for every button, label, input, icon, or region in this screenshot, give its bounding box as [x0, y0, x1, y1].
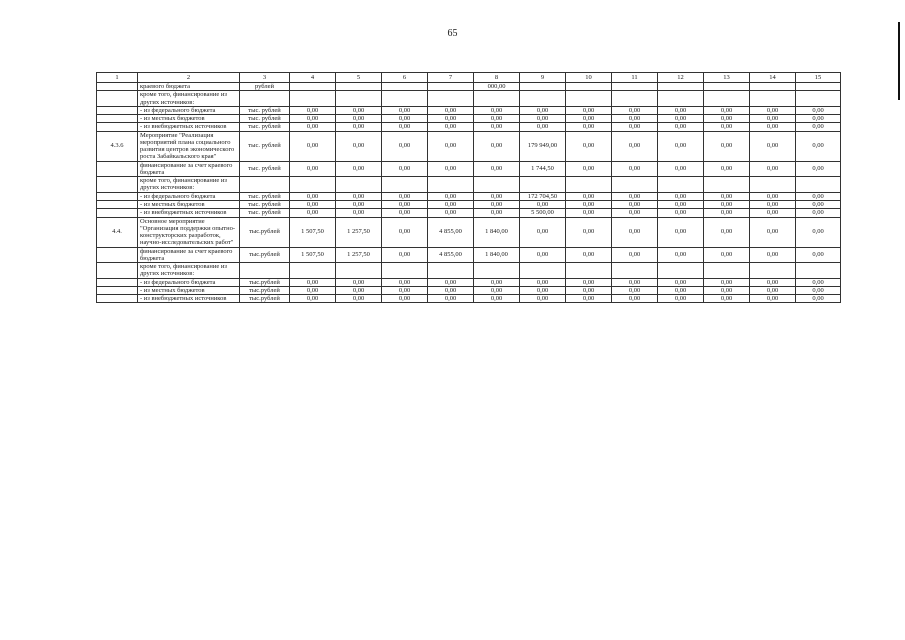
value-cell: 0,00	[658, 192, 704, 200]
value-cell: 000,00	[474, 83, 520, 91]
value-cell	[520, 263, 566, 279]
value-cell: 0,00	[336, 278, 382, 286]
value-cell: 0,00	[658, 106, 704, 114]
row-number-cell	[97, 177, 138, 193]
value-cell: 0,00	[750, 217, 796, 247]
value-cell	[382, 263, 428, 279]
value-cell: 0,00	[382, 278, 428, 286]
table-row	[97, 131, 841, 161]
value-cell: 1 507,50	[290, 247, 336, 263]
value-cell: 0,00	[290, 286, 336, 294]
value-cell: 0,00	[428, 200, 474, 208]
row-name-cell: кроме того, финансирование из других источников:	[138, 177, 240, 193]
row-unit-cell: тыс. рублей	[240, 123, 290, 131]
value-cell: 0,00	[612, 123, 658, 131]
value-cell: 0,00	[336, 192, 382, 200]
value-cell: 0,00	[290, 200, 336, 208]
value-cell	[658, 177, 704, 193]
row-name-cell: - из федерального бюджета	[138, 106, 240, 114]
row-number-cell	[97, 115, 138, 123]
value-cell: 0,00	[428, 286, 474, 294]
value-cell: 0,00	[612, 295, 658, 303]
value-cell: 0,00	[704, 209, 750, 217]
value-cell	[382, 91, 428, 107]
value-cell: 0,00	[704, 295, 750, 303]
value-cell: 0,00	[290, 115, 336, 123]
value-cell: 0,00	[382, 247, 428, 263]
header-row	[97, 73, 841, 83]
value-cell: 172 704,50	[520, 192, 566, 200]
value-cell: 0,00	[796, 247, 841, 263]
value-cell: 0,00	[382, 106, 428, 114]
row-number-cell	[97, 247, 138, 263]
value-cell	[290, 91, 336, 107]
row-name-cell: - из федерального бюджета	[138, 192, 240, 200]
column-header: 1	[97, 73, 138, 83]
column-header: 14	[750, 73, 796, 83]
value-cell: 0,00	[520, 278, 566, 286]
value-cell: 0,00	[704, 217, 750, 247]
row-unit-cell	[240, 91, 290, 107]
value-cell: 0,00	[612, 200, 658, 208]
value-cell: 0,00	[796, 217, 841, 247]
value-cell	[474, 263, 520, 279]
value-cell: 0,00	[336, 106, 382, 114]
table-row	[97, 209, 841, 217]
value-cell: 0,00	[566, 106, 612, 114]
value-cell: 0,00	[796, 200, 841, 208]
row-name-cell: - из федерального бюджета	[138, 278, 240, 286]
value-cell: 4 855,00	[428, 217, 474, 247]
value-cell: 0,00	[750, 192, 796, 200]
value-cell	[474, 91, 520, 107]
value-cell: 0,00	[612, 286, 658, 294]
value-cell: 0,00	[336, 115, 382, 123]
value-cell: 0,00	[612, 217, 658, 247]
table-row	[97, 123, 841, 131]
row-number-cell	[97, 161, 138, 177]
value-cell	[612, 91, 658, 107]
value-cell: 0,00	[704, 200, 750, 208]
value-cell: 0,00	[290, 209, 336, 217]
value-cell: 0,00	[428, 106, 474, 114]
column-header: 12	[658, 73, 704, 83]
row-number-cell	[97, 123, 138, 131]
value-cell: 0,00	[704, 123, 750, 131]
value-cell: 0,00	[428, 278, 474, 286]
row-number-cell	[97, 295, 138, 303]
value-cell	[796, 91, 841, 107]
row-number-cell	[97, 83, 138, 91]
value-cell: 0,00	[658, 278, 704, 286]
value-cell: 0,00	[704, 278, 750, 286]
value-cell: 0,00	[428, 115, 474, 123]
value-cell: 0,00	[520, 295, 566, 303]
value-cell	[336, 263, 382, 279]
row-name-cell: финансирование за счет краевого бюджета	[138, 161, 240, 177]
value-cell: 0,00	[750, 295, 796, 303]
value-cell: 0,00	[612, 161, 658, 177]
value-cell	[566, 83, 612, 91]
value-cell	[750, 177, 796, 193]
row-unit-cell: тыс.рублей	[240, 286, 290, 294]
value-cell: 0,00	[612, 115, 658, 123]
value-cell: 0,00	[428, 209, 474, 217]
value-cell: 0,00	[290, 192, 336, 200]
value-cell: 0,00	[612, 131, 658, 161]
value-cell: 0,00	[796, 209, 841, 217]
value-cell: 0,00	[750, 278, 796, 286]
value-cell: 0,00	[520, 115, 566, 123]
table-body	[97, 83, 841, 303]
table-row	[97, 217, 841, 247]
value-cell: 0,00	[658, 161, 704, 177]
value-cell	[566, 177, 612, 193]
value-cell	[428, 263, 474, 279]
page-number: 65	[447, 28, 458, 39]
value-cell: 4 855,00	[428, 247, 474, 263]
value-cell: 0,00	[750, 286, 796, 294]
value-cell: 0,00	[382, 286, 428, 294]
value-cell: 0,00	[704, 115, 750, 123]
value-cell: 0,00	[428, 131, 474, 161]
value-cell: 1 840,00	[474, 217, 520, 247]
row-unit-cell: тыс. рублей	[240, 209, 290, 217]
value-cell: 0,00	[704, 192, 750, 200]
value-cell: 0,00	[658, 123, 704, 131]
value-cell: 0,00	[474, 192, 520, 200]
value-cell	[658, 83, 704, 91]
table-row	[97, 263, 841, 279]
value-cell: 0,00	[658, 286, 704, 294]
value-cell: 1 507,50	[290, 217, 336, 247]
column-header: 5	[336, 73, 382, 83]
value-cell: 0,00	[566, 278, 612, 286]
value-cell: 0,00	[566, 192, 612, 200]
table-row	[97, 278, 841, 286]
value-cell: 1 257,50	[336, 217, 382, 247]
column-header: 10	[566, 73, 612, 83]
value-cell	[612, 83, 658, 91]
table-row	[97, 91, 841, 107]
row-unit-cell: тыс. рублей	[240, 161, 290, 177]
value-cell: 0,00	[382, 161, 428, 177]
value-cell: 0,00	[796, 192, 841, 200]
value-cell: 0,00	[428, 295, 474, 303]
row-name-cell: кроме того, финансирование из других источников:	[138, 91, 240, 107]
value-cell	[520, 91, 566, 107]
row-number-cell	[97, 200, 138, 208]
value-cell: 0,00	[474, 295, 520, 303]
row-number-cell	[97, 278, 138, 286]
row-number-cell	[97, 192, 138, 200]
value-cell: 0,00	[612, 209, 658, 217]
value-cell: 0,00	[750, 247, 796, 263]
value-cell	[750, 263, 796, 279]
row-name-cell: кроме того, финансирование из других источников:	[138, 263, 240, 279]
value-cell: 0,00	[750, 115, 796, 123]
table-row	[97, 115, 841, 123]
row-unit-cell: тыс.рублей	[240, 295, 290, 303]
row-number-cell	[97, 106, 138, 114]
value-cell	[750, 91, 796, 107]
value-cell: 0,00	[658, 115, 704, 123]
value-cell	[704, 83, 750, 91]
value-cell: 0,00	[566, 200, 612, 208]
value-cell: 0,00	[566, 161, 612, 177]
value-cell: 0,00	[336, 131, 382, 161]
value-cell	[428, 177, 474, 193]
value-cell: 0,00	[612, 192, 658, 200]
table-row	[97, 200, 841, 208]
value-cell: 0,00	[336, 123, 382, 131]
value-cell: 0,00	[474, 123, 520, 131]
value-cell: 0,00	[566, 295, 612, 303]
row-name-cell: Основное мероприятие "Организация поддержки опытно-конструкторских разработок, научно-исследовательских работ"	[138, 217, 240, 247]
value-cell: 0,00	[750, 123, 796, 131]
value-cell: 0,00	[566, 247, 612, 263]
value-cell: 0,00	[474, 286, 520, 294]
value-cell	[290, 83, 336, 91]
value-cell: 0,00	[428, 192, 474, 200]
value-cell: 0,00	[474, 200, 520, 208]
value-cell: 0,00	[658, 295, 704, 303]
row-unit-cell: тыс.рублей	[240, 217, 290, 247]
row-unit-cell: тыс.рублей	[240, 278, 290, 286]
row-name-cell: финансирование за счет краевого бюджета	[138, 247, 240, 263]
column-header: 9	[520, 73, 566, 83]
row-unit-cell: рублей	[240, 83, 290, 91]
table-row	[97, 161, 841, 177]
value-cell: 0,00	[474, 131, 520, 161]
table-row	[97, 106, 841, 114]
value-cell: 1 840,00	[474, 247, 520, 263]
value-cell: 0,00	[382, 131, 428, 161]
row-number-cell	[97, 286, 138, 294]
table-row	[97, 286, 841, 294]
value-cell: 0,00	[612, 278, 658, 286]
value-cell: 0,00	[290, 123, 336, 131]
value-cell: 0,00	[290, 161, 336, 177]
row-number-cell	[97, 91, 138, 107]
value-cell: 0,00	[428, 123, 474, 131]
value-cell	[336, 91, 382, 107]
value-cell: 0,00	[520, 200, 566, 208]
value-cell: 0,00	[704, 247, 750, 263]
value-cell: 0,00	[290, 295, 336, 303]
value-cell: 0,00	[336, 161, 382, 177]
row-number-cell: 4.4.	[97, 217, 138, 247]
row-unit-cell: тыс.рублей	[240, 247, 290, 263]
row-name-cell: - из местных бюджетов	[138, 286, 240, 294]
value-cell	[336, 177, 382, 193]
row-unit-cell: тыс. рублей	[240, 115, 290, 123]
value-cell	[382, 83, 428, 91]
value-cell: 0,00	[704, 161, 750, 177]
value-cell: 0,00	[566, 209, 612, 217]
value-cell: 0,00	[428, 161, 474, 177]
value-cell	[520, 83, 566, 91]
column-header: 2	[138, 73, 240, 83]
value-cell: 0,00	[796, 286, 841, 294]
value-cell	[428, 91, 474, 107]
row-name-cell: - из местных бюджетов	[138, 115, 240, 123]
value-cell: 0,00	[796, 123, 841, 131]
value-cell: 0,00	[658, 131, 704, 161]
value-cell: 0,00	[658, 200, 704, 208]
value-cell: 0,00	[796, 161, 841, 177]
value-cell	[750, 83, 796, 91]
value-cell: 0,00	[612, 106, 658, 114]
value-cell	[428, 83, 474, 91]
value-cell: 179 949,00	[520, 131, 566, 161]
value-cell: 0,00	[336, 209, 382, 217]
table-row	[97, 247, 841, 263]
column-header: 6	[382, 73, 428, 83]
row-name-cell: - из внебюджетных источников	[138, 209, 240, 217]
value-cell: 0,00	[336, 200, 382, 208]
value-cell	[796, 263, 841, 279]
value-cell: 0,00	[750, 209, 796, 217]
value-cell: 0,00	[658, 217, 704, 247]
value-cell: 0,00	[474, 278, 520, 286]
page-edge-line	[898, 22, 900, 100]
value-cell: 0,00	[566, 115, 612, 123]
value-cell: 0,00	[382, 200, 428, 208]
value-cell	[704, 177, 750, 193]
value-cell: 0,00	[290, 278, 336, 286]
value-cell: 0,00	[796, 295, 841, 303]
value-cell	[520, 177, 566, 193]
row-unit-cell	[240, 177, 290, 193]
value-cell: 0,00	[750, 161, 796, 177]
column-header: 11	[612, 73, 658, 83]
value-cell: 0,00	[750, 200, 796, 208]
row-unit-cell: тыс. рублей	[240, 200, 290, 208]
budget-table	[96, 72, 841, 303]
value-cell: 0,00	[658, 209, 704, 217]
value-cell: 0,00	[566, 123, 612, 131]
value-cell: 0,00	[474, 161, 520, 177]
row-unit-cell: тыс. рублей	[240, 131, 290, 161]
value-cell: 0,00	[336, 286, 382, 294]
value-cell	[612, 263, 658, 279]
row-unit-cell: тыс. рублей	[240, 192, 290, 200]
value-cell: 0,00	[474, 115, 520, 123]
value-cell: 0,00	[520, 123, 566, 131]
value-cell: 0,00	[290, 131, 336, 161]
table-row	[97, 83, 841, 91]
value-cell: 0,00	[382, 209, 428, 217]
row-number-cell	[97, 209, 138, 217]
row-name-cell: - из местных бюджетов	[138, 200, 240, 208]
value-cell	[704, 91, 750, 107]
row-name-cell: краевого бюджета	[138, 83, 240, 91]
value-cell	[336, 83, 382, 91]
value-cell: 0,00	[704, 106, 750, 114]
row-name-cell: - из внебюджетных источников	[138, 295, 240, 303]
table-row	[97, 177, 841, 193]
value-cell: 0,00	[796, 115, 841, 123]
value-cell	[474, 177, 520, 193]
value-cell: 0,00	[382, 192, 428, 200]
value-cell: 0,00	[796, 131, 841, 161]
value-cell: 0,00	[566, 217, 612, 247]
value-cell	[290, 263, 336, 279]
value-cell	[566, 263, 612, 279]
value-cell: 0,00	[658, 247, 704, 263]
column-header: 7	[428, 73, 474, 83]
value-cell: 0,00	[382, 217, 428, 247]
value-cell	[382, 177, 428, 193]
value-cell: 0,00	[382, 295, 428, 303]
value-cell: 0,00	[520, 217, 566, 247]
value-cell: 1 257,50	[336, 247, 382, 263]
value-cell: 0,00	[750, 106, 796, 114]
table-row	[97, 295, 841, 303]
value-cell	[796, 177, 841, 193]
value-cell: 0,00	[612, 247, 658, 263]
row-unit-cell	[240, 263, 290, 279]
value-cell	[704, 263, 750, 279]
value-cell	[566, 91, 612, 107]
value-cell: 0,00	[796, 106, 841, 114]
table-row	[97, 192, 841, 200]
row-number-cell: 4.3.6	[97, 131, 138, 161]
value-cell: 0,00	[382, 123, 428, 131]
value-cell: 0,00	[566, 286, 612, 294]
column-header: 8	[474, 73, 520, 83]
column-header: 15	[796, 73, 841, 83]
value-cell: 0,00	[474, 106, 520, 114]
row-name-cell: - из внебюджетных источников	[138, 123, 240, 131]
value-cell: 0,00	[520, 106, 566, 114]
value-cell: 0,00	[566, 131, 612, 161]
value-cell: 5 500,00	[520, 209, 566, 217]
value-cell: 0,00	[520, 247, 566, 263]
value-cell	[658, 91, 704, 107]
row-number-cell	[97, 263, 138, 279]
value-cell: 0,00	[704, 286, 750, 294]
value-cell	[658, 263, 704, 279]
column-header: 13	[704, 73, 750, 83]
value-cell: 0,00	[520, 286, 566, 294]
value-cell: 0,00	[750, 131, 796, 161]
column-header: 4	[290, 73, 336, 83]
value-cell: 0,00	[704, 131, 750, 161]
value-cell	[290, 177, 336, 193]
value-cell: 0,00	[290, 106, 336, 114]
value-cell: 0,00	[796, 278, 841, 286]
value-cell: 0,00	[336, 295, 382, 303]
value-cell	[612, 177, 658, 193]
row-name-cell: Мероприятие "Реализация мероприятий плана социального развития центров экономического роста Забайкальского края"	[138, 131, 240, 161]
value-cell	[796, 83, 841, 91]
row-unit-cell: тыс. рублей	[240, 106, 290, 114]
value-cell: 0,00	[382, 115, 428, 123]
column-header: 3	[240, 73, 290, 83]
value-cell: 1 744,50	[520, 161, 566, 177]
value-cell: 0,00	[474, 209, 520, 217]
